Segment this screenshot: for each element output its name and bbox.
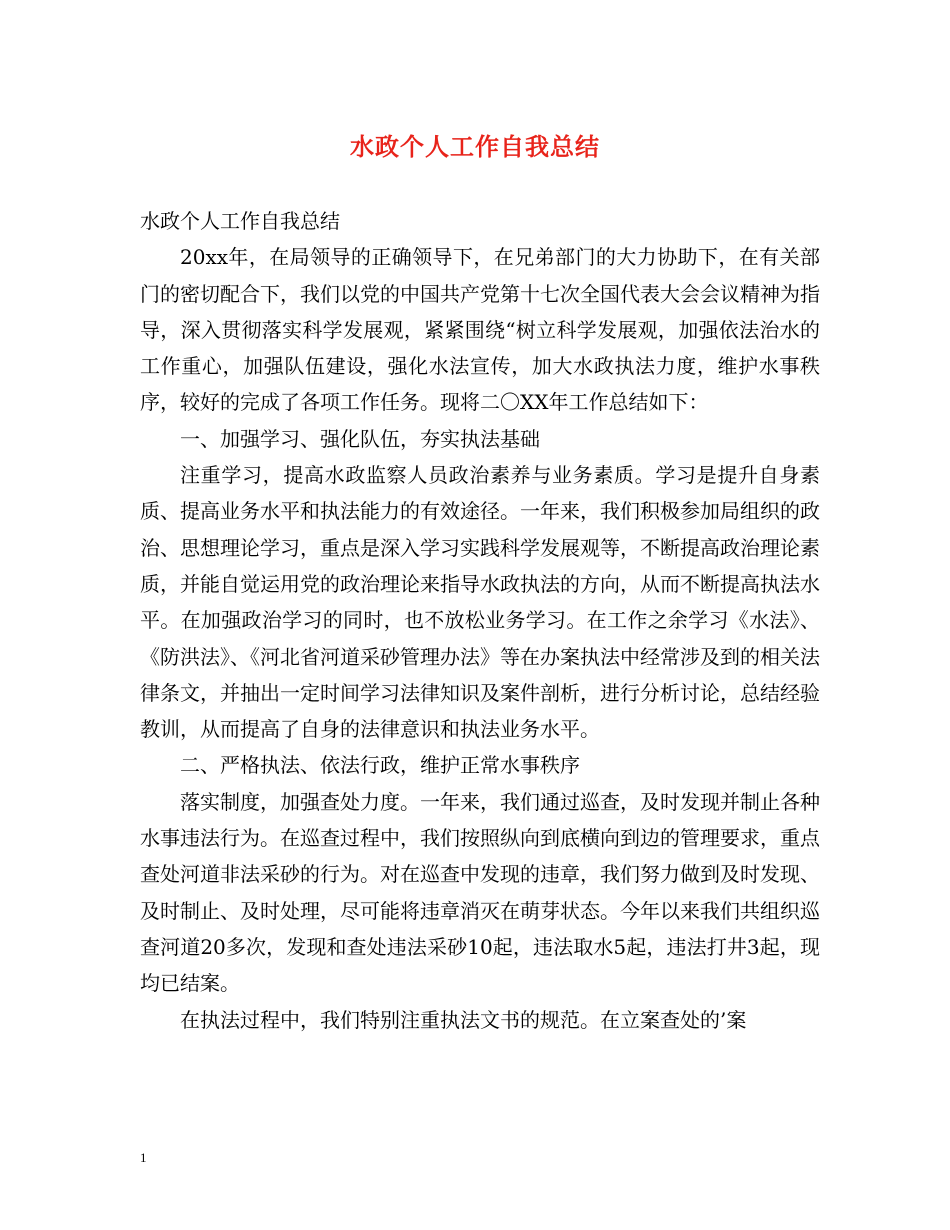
- section-heading: 二、严格执法、依法行政，维护正常水事秩序: [180, 753, 580, 778]
- page-number: 1: [140, 1150, 147, 1165]
- document-body: [140, 203, 820, 1038]
- paragraph: 水政个人工作自我总结: [140, 209, 340, 233]
- paragraph: 落实制度，加强查处力度。一年来，我们通过巡查，及时发现并制止各种水事违法行为。在巡查过程中，我们按照纵向到底横向到边的管理要求，重点查处河道非法采砂的行为。对在巡查中发现的违章，我们努力做到及时发现、及时制止、及时处理，尽可能将违章消灭在萌芽状态。今年以来我们共组织巡查河道20多次，发现和查处违法采砂10起，违法取水5起，违法打井3起，现均已结案。: [140, 789, 820, 996]
- paragraph: 20xx年，在局领导的正确领导下，在兄弟部门的大力协助下，在有关部门的密切配合下，我们以党的中国共产党第十七次全国代表大会会议精神为指导，深入贯彻落实科学发展观，紧紧围绕“树立科学发展观，加强依法治水的工作重心，加强队伍建设，强化水法宣传，加大水政执法力度，维护水事秩序，较好的完成了各项工作任务。现将二〇XX年工作总结如下：: [140, 245, 820, 415]
- section-heading: 一、加强学习、强化队伍，夯实执法基础: [180, 426, 540, 451]
- document-title: 水政个人工作自我总结: [350, 132, 600, 161]
- paragraph: 在执法过程中，我们特别注重执法文书的规范。在立案查处的’案: [180, 1007, 747, 1032]
- paragraph: 注重学习，提高水政监察人员政治素养与业务素质。学习是提升自身素质、提高业务水平和执法能力的有效途径。一年来，我们积极参加局组织的政治、思想理论学习，重点是深入学习实践科学发展观等，不断提高政治理论素质，并能自觉运用党的政治理论来指导水政执法的方向，从而不断提高执法水平。在加强政治学习的同时，也不放松业务学习。在工作之余学习《水法》、《防洪法》、《河北省河道采砂管理办法》等在办案执法中经常涉及到的相关法律条文，并抽出一定时间学习法律知识及案件剖析，进行分析讨论，总结经验教训，从而提高了自身的法律意识和执法业务水平。: [140, 463, 820, 742]
